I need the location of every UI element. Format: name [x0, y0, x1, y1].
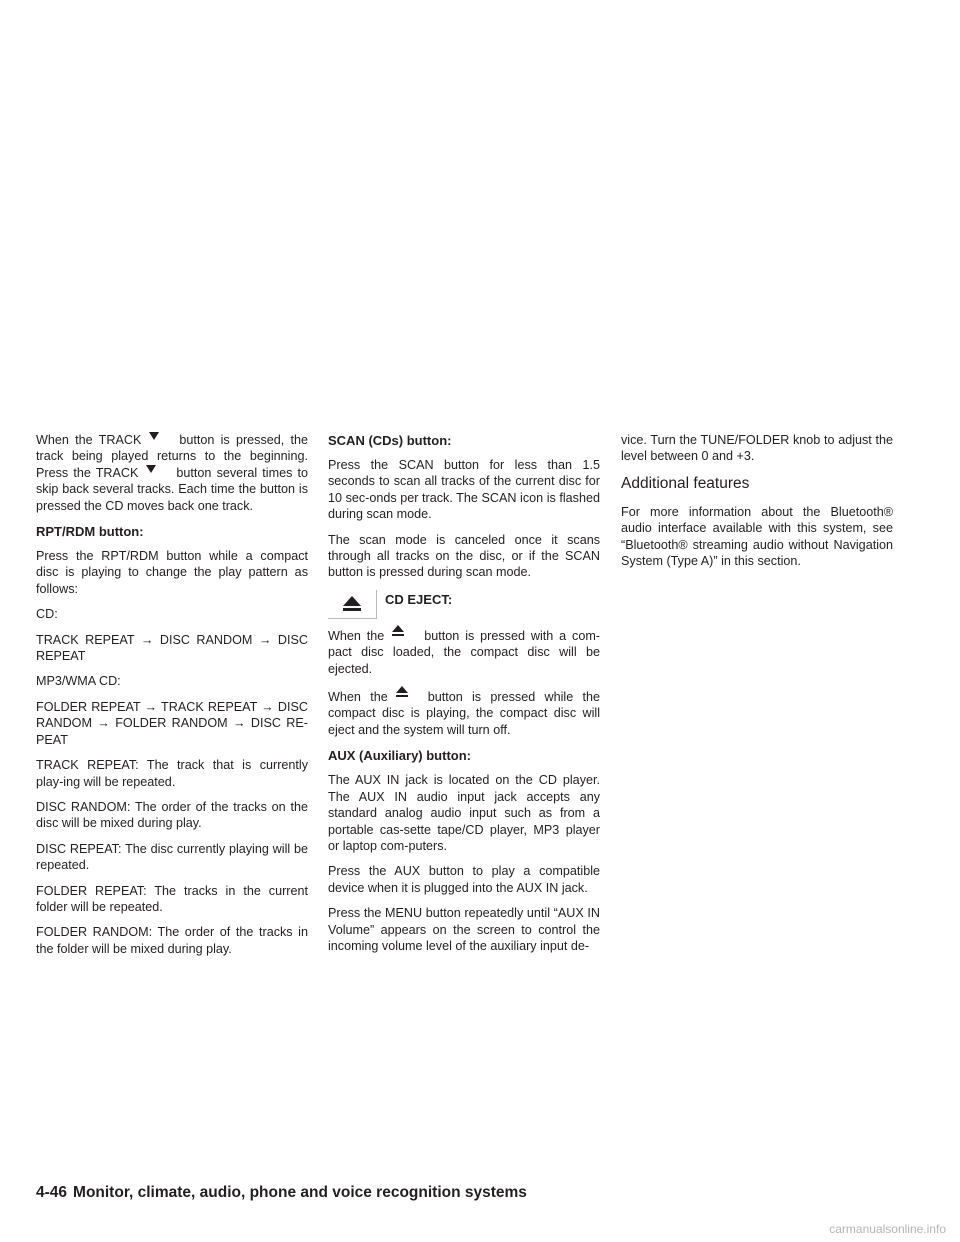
rpt-rdm-paragraph: Press the RPT/RDM button while a compact disc is playing to change the play pattern as follows:	[36, 549, 308, 596]
track-paragraph	[36, 432, 308, 514]
aux-heading: AUX (Auxiliary) button:	[328, 748, 471, 764]
aux-continued: vice. Turn the TUNE/FOLDER knob to adjust the level between 0 and +3.	[621, 433, 893, 464]
eject-icon	[396, 686, 408, 697]
track-repeat-desc: TRACK REPEAT: The track that is currently play-ing will be repeated.	[36, 758, 308, 789]
column-3	[621, 432, 893, 578]
eject-paragraph-1: When the button is pressed with a com-pact disc loaded, the compact disc will be ejected.	[328, 625, 600, 677]
eject-paragraph-2: When the button is pressed while the compact disc is playing, the compact disc will eject and the system will turn off.	[328, 686, 600, 738]
folder-repeat-desc: FOLDER REPEAT: The tracks in the current folder will be repeated.	[36, 883, 308, 914]
track-text-b: button is pressed, the track being played returns to the beginning. Press the TRACK	[36, 433, 309, 480]
cd-sequence: TRACK REPEAT → DISC RANDOM → DISC REPEAT	[36, 632, 308, 664]
aux-paragraph-2: Press the AUX button to play a compatible device when it is plugged into the AUX IN jack.	[328, 864, 600, 895]
aux-paragraph-1: The AUX IN jack is located on the CD player. The AUX IN audio input jack accepts any standard analog audio input such as from a portable cas-sette tape/CD player, MP3 player or laptop com-puters.	[328, 773, 600, 853]
track-down-icon	[146, 465, 156, 473]
disc-repeat-desc: DISC REPEAT: The disc currently playing will be repeated.	[36, 841, 308, 873]
page-footer	[36, 1184, 527, 1202]
additional-features-paragraph: For more information about the Bluetooth® audio interface available with this system, see “Bluetooth® streaming audio without Navigation System (Type A)” in this section.	[621, 504, 893, 569]
watermark: carmanualsonline.info	[829, 1222, 946, 1236]
mp3-sequence: FOLDER REPEAT → TRACK REPEAT → DISC RANDOM → FOLDER RANDOM → DISC RE-PEAT	[36, 699, 308, 747]
additional-features-heading: Additional features	[621, 474, 750, 492]
track-text-a: When the TRACK	[36, 433, 142, 447]
column-1	[36, 432, 308, 966]
mp3-label: MP3/WMA CD:	[36, 674, 121, 689]
section-title: Monitor, climate, audio, phone and voice recognition systems	[73, 1184, 527, 1201]
rpt-rdm-heading: RPT/RDM button:	[36, 524, 144, 540]
folder-random-desc: FOLDER RANDOM: The order of the tracks in the folder will be mixed during play.	[36, 925, 308, 956]
column-2	[328, 432, 600, 963]
track-text-c: button several times to skip back several tracks. Each time the button is pressed the CD moves back one track.	[36, 465, 309, 513]
scan-paragraph-2: The scan mode is canceled once it scans through all tracks on the disc, or if the SCAN button is pressed during scan mode.	[328, 532, 600, 580]
eject-icon	[392, 625, 404, 636]
track-down-icon	[149, 432, 159, 440]
page-number: 4-46	[36, 1184, 68, 1201]
scan-heading: SCAN (CDs) button:	[328, 433, 452, 448]
scan-paragraph-1: Press the SCAN button for less than 1.5 seconds to scan all tracks of the current disc for 10 sec-onds per track. The SCAN icon is flashed during scan mode.	[328, 458, 600, 522]
cd-label: CD:	[36, 607, 58, 622]
disc-random-desc: DISC RANDOM: The order of the tracks on the disc will be mixed during play.	[36, 799, 308, 831]
aux-paragraph-3: Press the MENU button repeatedly until “AUX IN Volume” appears on the screen to control the incoming volume level of the auxiliary input de-	[328, 906, 600, 953]
cd-eject-header	[328, 590, 600, 619]
eject-icon	[328, 590, 377, 619]
cd-eject-heading: CD EJECT:	[385, 591, 453, 607]
